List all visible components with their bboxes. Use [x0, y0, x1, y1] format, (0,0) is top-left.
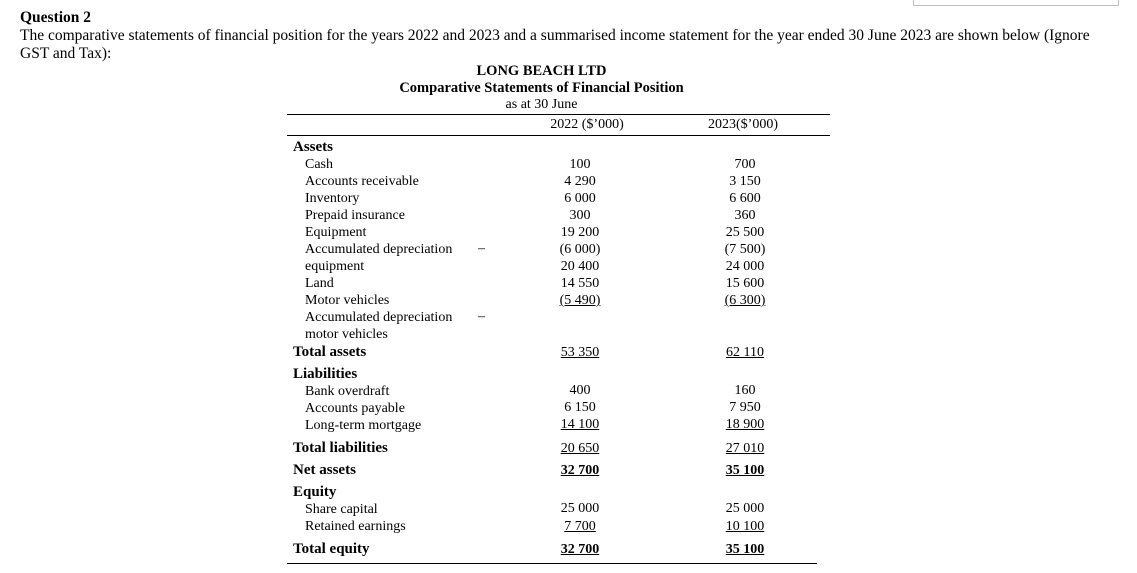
total-equity-2022-value: 32 700	[560, 542, 600, 557]
company-name: LONG BEACH LTD	[476, 63, 607, 79]
label-total-equity: Total equity	[293, 541, 370, 557]
mortgage-2023	[685, 416, 805, 433]
label-acc-dep-equipment-cont: equipment	[305, 259, 365, 274]
value-2023: 360	[734, 208, 756, 223]
value-2023: 6 600	[729, 191, 761, 206]
label-net-assets: Net assets	[293, 462, 356, 478]
overdraft-2022: 400	[569, 383, 591, 398]
label-inventory: Inventory	[305, 191, 360, 206]
total-equity-2023-value: 35 100	[725, 542, 765, 557]
question-text: The comparative statements of financial position for the years 2022 and 2023 and a summarised income statement for the year ended 30 June 2023 are shown below (Ignore GST and Tax):	[20, 27, 1090, 62]
retained-2023	[685, 518, 805, 535]
statement-title: Comparative Statements of Financial Position	[399, 80, 684, 96]
total-assets-2023	[685, 344, 805, 361]
label-accounts-receivable: Accounts receivable	[305, 174, 419, 189]
total-liabilities-2023	[685, 440, 805, 457]
question-title: Question 2	[20, 9, 92, 26]
value-2022: 100	[569, 157, 591, 172]
net-assets-2022-value: 32 700	[560, 463, 600, 478]
value-2023: 700	[734, 157, 756, 172]
net-assets-2022	[520, 462, 640, 479]
section-liabilities: Liabilities	[293, 366, 358, 382]
bottom-rule	[287, 563, 817, 564]
label-land: Land	[305, 276, 334, 291]
label-acc-dep-motor-cont: motor vehicles	[305, 327, 388, 342]
label-retained-earnings: Retained earnings	[305, 519, 406, 534]
share-capital-2022: 25 000	[560, 501, 600, 516]
mortgage-2022	[520, 416, 640, 433]
value-2022	[520, 292, 640, 309]
value-2022: 20 400	[560, 259, 600, 274]
accounts-payable-2022: 6 150	[564, 400, 596, 415]
label-total-assets: Total assets	[293, 344, 367, 360]
value-2023: 15 600	[725, 276, 765, 291]
retained-2022-value: 7 700	[564, 519, 596, 534]
value-2022: 300	[569, 208, 591, 223]
total-equity-2022	[520, 541, 640, 558]
total-liabilities-2023-value: 27 010	[725, 441, 765, 456]
total-liabilities-2022	[520, 440, 640, 457]
value-2023	[685, 292, 805, 309]
label-total-liabilities: Total liabilities	[293, 440, 388, 456]
column-header-2022: 2022 ($’000)	[550, 117, 624, 132]
statement-date: as at 30 June	[505, 97, 578, 112]
total-assets-2022-value: 53 350	[560, 345, 600, 360]
label-bank-overdraft: Bank overdraft	[305, 384, 390, 399]
dash: –	[478, 309, 485, 324]
value-2023: 3 150	[729, 174, 761, 189]
label-accounts-payable: Accounts payable	[305, 401, 405, 416]
total-assets-2023-value: 62 110	[726, 345, 764, 360]
header-top-rule	[287, 114, 830, 115]
retained-2022	[520, 518, 640, 535]
dash: –	[478, 241, 485, 256]
value-2023: (7 500)	[724, 242, 766, 257]
value-2022: 6 000	[564, 191, 596, 206]
label-motor-vehicles: Motor vehicles	[305, 293, 390, 308]
corner-frame	[913, 0, 1119, 6]
label-cash: Cash	[305, 157, 333, 172]
label-equipment: Equipment	[305, 225, 367, 240]
label-share-capital: Share capital	[305, 502, 378, 517]
total-assets-2022	[520, 344, 640, 361]
value-2022: 19 200	[560, 225, 600, 240]
label-acc-dep-equipment: Accumulated depreciation	[305, 242, 453, 257]
net-assets-2023-value: 35 100	[725, 463, 765, 478]
label-long-term-mortgage: Long-term mortgage	[305, 418, 422, 433]
value-2023-underlined: (6 300)	[724, 293, 766, 308]
value-2023: 25 500	[725, 225, 765, 240]
overdraft-2023: 160	[734, 383, 756, 398]
share-capital-2023: 25 000	[725, 501, 765, 516]
label-acc-dep-motor: Accumulated depreciation	[305, 310, 453, 325]
header-bottom-rule	[287, 135, 830, 136]
value-2022: 4 290	[564, 174, 596, 189]
value-2022: 14 550	[560, 276, 600, 291]
section-assets: Assets	[293, 139, 333, 155]
mortgage-2022-value: 14 100	[560, 417, 600, 432]
retained-2023-value: 10 100	[725, 519, 765, 534]
total-equity-2023	[685, 541, 805, 558]
label-prepaid-insurance: Prepaid insurance	[305, 208, 405, 223]
accounts-payable-2023: 7 950	[729, 400, 761, 415]
value-2022: (6 000)	[559, 242, 601, 257]
column-header-2023: 2023($’000)	[708, 117, 778, 132]
total-liabilities-2022-value: 20 650	[560, 441, 600, 456]
value-2023: 24 000	[725, 259, 765, 274]
section-equity: Equity	[293, 484, 337, 500]
net-assets-2023	[685, 462, 805, 479]
value-2022-underlined: (5 490)	[559, 293, 601, 308]
mortgage-2023-value: 18 900	[725, 417, 765, 432]
